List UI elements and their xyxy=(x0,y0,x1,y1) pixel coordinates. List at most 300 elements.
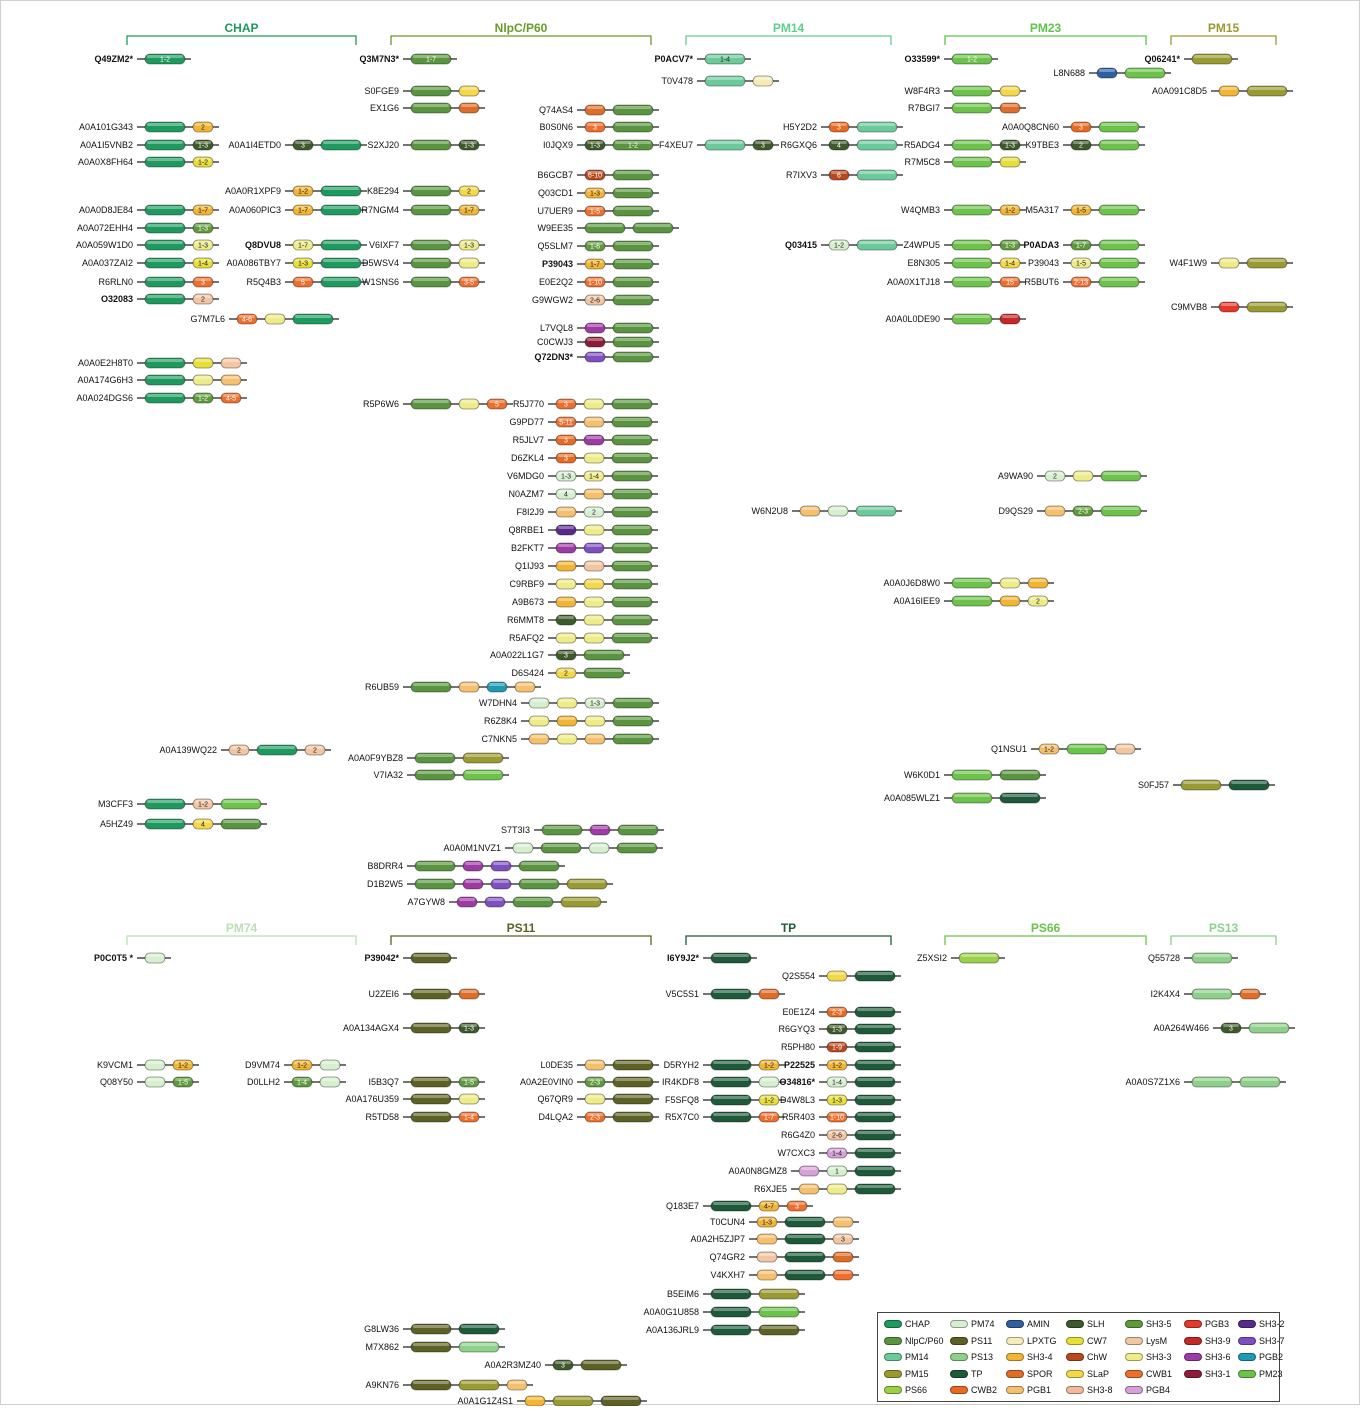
protein-architecture xyxy=(511,543,658,553)
domain-highlight xyxy=(1002,315,1018,318)
domain-highlight xyxy=(857,1131,893,1134)
protein-architecture xyxy=(78,358,247,368)
domain-highlight xyxy=(413,104,449,107)
protein-architecture xyxy=(343,1023,485,1033)
protein-accession: A0A060PIC3 xyxy=(228,205,281,215)
protein-accession: Q67QR9 xyxy=(537,1094,573,1104)
domain-repeat-count: 3 xyxy=(841,1236,845,1244)
protein-accession: W9EE35 xyxy=(537,223,573,233)
protein-accession: S0FJ57 xyxy=(1137,780,1169,790)
domain-highlight xyxy=(614,598,650,601)
protein-architecture xyxy=(665,1095,785,1105)
family-header xyxy=(127,921,356,945)
domain-highlight xyxy=(707,77,743,80)
domain-highlight xyxy=(954,104,990,107)
domain-highlight xyxy=(802,507,818,510)
domain-repeat-count: 5-11 xyxy=(559,419,573,427)
legend-swatch xyxy=(1006,1370,1024,1378)
legend-item xyxy=(1006,1352,1053,1362)
protein-accession: K9VCM1 xyxy=(96,1060,133,1070)
domain-highlight xyxy=(587,717,603,720)
legend-item xyxy=(1125,1336,1167,1346)
domain-repeat-count: 1-3 xyxy=(197,242,209,250)
protein-architecture xyxy=(780,140,903,150)
protein-architecture xyxy=(246,277,367,287)
protein-accession: P39043 xyxy=(1027,258,1059,268)
legend-item xyxy=(1066,1369,1109,1379)
protein-accession: A0A0M1NVZ1 xyxy=(443,843,501,853)
domain-highlight xyxy=(413,990,449,993)
protein-architecture xyxy=(515,561,658,571)
protein-architecture xyxy=(751,506,902,516)
protein-accession: O34816* xyxy=(779,1077,815,1087)
family-bracket xyxy=(391,936,651,945)
legend-label: SH3-7 xyxy=(1259,1335,1285,1346)
protein-architecture xyxy=(778,1024,901,1034)
family-title: TP xyxy=(780,921,797,935)
protein-architecture xyxy=(79,122,219,132)
domain-repeat-count: 6 xyxy=(837,172,841,180)
domain-highlight xyxy=(517,683,533,686)
legend-label: CHAP xyxy=(905,1319,931,1329)
protein-accession: R5TD58 xyxy=(365,1112,399,1122)
legend-swatch xyxy=(1006,1386,1024,1394)
domain-highlight xyxy=(413,1113,449,1116)
legend-label: SH3-9 xyxy=(1205,1335,1231,1346)
domain-highlight xyxy=(147,800,183,803)
protein-accession: R5JLV7 xyxy=(512,435,544,445)
protein-accession: D4W8L3 xyxy=(779,1095,815,1105)
protein-architecture xyxy=(365,682,541,692)
domain-repeat-count: 2-3 xyxy=(1077,508,1089,516)
legend-swatch xyxy=(1184,1320,1202,1328)
protein-architecture xyxy=(542,259,659,269)
domain-highlight xyxy=(413,1381,449,1384)
domain-highlight xyxy=(461,990,477,993)
protein-accession: R6RLN0 xyxy=(98,277,133,287)
domain-repeat-count: 4-6 xyxy=(241,316,253,324)
protein-accession: R7M5C8 xyxy=(904,157,940,167)
domain-highlight xyxy=(223,376,239,379)
protein-accession: Q8DVU8 xyxy=(244,240,281,250)
domain-repeat-count: 2 xyxy=(564,670,568,678)
legend-item xyxy=(1006,1385,1051,1395)
protein-accession: F4XEU7 xyxy=(658,140,693,150)
domain-highlight xyxy=(1002,597,1018,600)
domain-repeat-count: 4 xyxy=(564,491,568,499)
protein-accession: EX1G6 xyxy=(369,103,399,113)
protein-architecture xyxy=(367,140,485,150)
domain-highlight xyxy=(322,1078,338,1081)
protein-architecture xyxy=(667,953,757,963)
domain-highlight xyxy=(147,206,183,209)
protein-architecture xyxy=(348,753,509,763)
legend-swatch xyxy=(884,1320,902,1328)
domain-highlight xyxy=(1221,303,1237,306)
domain-repeat-count: 1-3 xyxy=(831,1097,843,1105)
protein-architecture xyxy=(509,633,658,643)
domain-highlight xyxy=(195,376,211,379)
protein-architecture xyxy=(443,843,663,853)
legend-swatch xyxy=(1125,1320,1143,1328)
protein-accession: A0A101G343 xyxy=(78,122,133,132)
domain-highlight xyxy=(713,1202,749,1205)
legend-label: SLH xyxy=(1087,1319,1105,1329)
domain-highlight xyxy=(615,735,651,738)
protein-accession: A9WA90 xyxy=(997,471,1033,481)
protein-accession: Q74AS4 xyxy=(538,105,573,115)
domain-repeat-count: 1-9 xyxy=(831,1044,843,1052)
legend-item xyxy=(1238,1336,1285,1346)
domain-highlight xyxy=(413,400,449,403)
domain-highlight xyxy=(587,338,603,341)
domain-repeat-count: 1-5 xyxy=(1075,260,1087,268)
protein-accession: I6Y9J2* xyxy=(666,953,699,963)
legend-item xyxy=(1066,1336,1107,1346)
domain-highlight xyxy=(586,454,602,457)
family-title: PS11 xyxy=(506,921,536,935)
domain-highlight xyxy=(857,1096,893,1099)
legend-swatch xyxy=(884,1353,902,1361)
domain-highlight xyxy=(586,418,602,421)
legend-label: SH3-8 xyxy=(1087,1385,1113,1395)
legend-label: NlpC/P60 xyxy=(905,1335,944,1346)
domain-highlight xyxy=(521,862,557,865)
protein-accession: A0A136JRL9 xyxy=(645,1325,699,1335)
domain-repeat-count: 1-2 xyxy=(297,188,309,196)
protein-architecture xyxy=(82,258,219,268)
domain-repeat-count: 2 xyxy=(1036,598,1040,606)
domain-highlight xyxy=(413,954,449,957)
domain-highlight xyxy=(858,507,894,510)
protein-accession: D9VM74 xyxy=(244,1060,280,1070)
domain-repeat-count: 4 xyxy=(837,142,841,150)
domain-repeat-count: 2-3 xyxy=(831,1009,843,1017)
legend-swatch xyxy=(884,1337,902,1345)
domain-highlight xyxy=(603,1397,639,1400)
protein-architecture xyxy=(709,1252,859,1262)
protein-architecture xyxy=(1144,54,1238,64)
domain-repeat-count: 1-3 xyxy=(197,142,209,150)
domain-highlight xyxy=(1194,954,1230,957)
domain-architecture-diagram xyxy=(1,1,1360,1406)
protein-accession: Q08Y50 xyxy=(99,1077,133,1087)
domain-repeat-count: 1-7 xyxy=(589,261,601,269)
domain-highlight xyxy=(1221,87,1237,90)
domain-highlight xyxy=(147,1078,163,1081)
protein-accession: F5SFQ8 xyxy=(664,1095,699,1105)
protein-architecture xyxy=(537,223,679,233)
domain-highlight xyxy=(857,1043,893,1046)
protein-accession: M3CFF3 xyxy=(97,799,133,809)
domain-repeat-count: 3 xyxy=(593,124,597,132)
legend-label: PM74 xyxy=(971,1319,995,1329)
protein-architecture xyxy=(887,277,1026,287)
domain-highlight xyxy=(147,259,183,262)
legend-item xyxy=(884,1336,944,1346)
domain-highlight xyxy=(615,260,651,263)
domain-highlight xyxy=(223,359,239,362)
legend-item xyxy=(950,1336,992,1346)
domain-highlight xyxy=(413,87,449,90)
domain-highlight xyxy=(1047,507,1063,510)
protein-accession: V6IXF7 xyxy=(368,240,399,250)
protein-accession: Z5XSI2 xyxy=(916,953,947,963)
domain-highlight xyxy=(558,598,574,601)
protein-architecture xyxy=(998,471,1147,481)
protein-accession: C7NKN5 xyxy=(481,734,517,744)
domain-highlight xyxy=(493,880,509,883)
domain-highlight xyxy=(295,315,331,318)
legend-label: SH3-2 xyxy=(1259,1319,1285,1329)
protein-accession: A0A174G6H3 xyxy=(77,375,133,385)
domain-repeat-count: 5 xyxy=(301,279,305,287)
domain-highlight xyxy=(461,400,477,403)
family-header xyxy=(391,921,651,945)
protein-accession: G8LW36 xyxy=(364,1324,399,1334)
domain-highlight xyxy=(961,954,997,957)
protein-accession: D9QS29 xyxy=(998,506,1033,516)
domain-repeat-count: 1-5 xyxy=(1075,207,1087,215)
protein-accession: I5B3Q7 xyxy=(368,1077,399,1087)
protein-accession: Q49ZM2* xyxy=(94,54,133,64)
domain-highlight xyxy=(417,771,453,774)
protein-accession: B6GCB7 xyxy=(537,170,573,180)
protein-accession: R6G4Z0 xyxy=(780,1130,815,1140)
legend-swatch xyxy=(950,1386,968,1394)
protein-accession: Q1NSU1 xyxy=(990,744,1027,754)
protein-architecture xyxy=(229,205,367,215)
domain-repeat-count: 2 xyxy=(313,747,317,755)
protein-architecture xyxy=(367,861,565,871)
protein-architecture xyxy=(710,1217,859,1227)
legend-label: SH3-1 xyxy=(1205,1368,1231,1379)
domain-highlight xyxy=(558,508,574,511)
protein-architecture xyxy=(94,54,191,64)
domain-repeat-count: 2 xyxy=(1053,473,1057,481)
domain-highlight xyxy=(615,1061,651,1064)
domain-highlight xyxy=(587,1095,603,1098)
domain-highlight xyxy=(859,141,895,144)
protein-accession: P22525 xyxy=(783,1060,815,1070)
domain-repeat-count: 1-4 xyxy=(588,473,600,481)
legend-swatch xyxy=(1066,1370,1084,1378)
domain-highlight xyxy=(1101,141,1137,144)
domain-highlight xyxy=(1069,745,1105,748)
domain-repeat-count: 3 xyxy=(564,437,568,445)
protein-architecture xyxy=(728,1166,901,1176)
domain-highlight xyxy=(1242,990,1258,993)
family-title: NlpC/P60 xyxy=(494,21,548,35)
protein-architecture xyxy=(1125,1077,1286,1087)
protein-architecture xyxy=(507,471,658,481)
domain-highlight xyxy=(586,436,602,439)
protein-accession: M7X862 xyxy=(365,1342,399,1352)
legend-item xyxy=(884,1319,930,1329)
protein-architecture xyxy=(98,799,267,809)
protein-accession: U7UER9 xyxy=(537,206,573,216)
domain-highlight xyxy=(1099,69,1115,72)
protein-architecture xyxy=(362,258,485,268)
protein-architecture xyxy=(666,1201,813,1211)
domain-highlight xyxy=(493,862,509,865)
protein-architecture xyxy=(690,1234,859,1244)
domain-repeat-count: 1-2 xyxy=(1043,746,1055,754)
domain-repeat-count: 1-4 xyxy=(463,1114,475,1122)
protein-accession: W7CXC3 xyxy=(777,1148,815,1158)
protein-architecture xyxy=(537,206,659,216)
domain-highlight xyxy=(713,990,749,993)
protein-architecture xyxy=(779,1077,901,1087)
protein-architecture xyxy=(367,186,485,196)
protein-architecture xyxy=(532,295,659,305)
protein-accession: L8N688 xyxy=(1053,68,1085,78)
domain-repeat-count: 1-10 xyxy=(829,1114,845,1122)
domain-highlight xyxy=(147,278,183,281)
legend-swatch xyxy=(1184,1370,1202,1378)
domain-highlight xyxy=(614,418,650,421)
protein-architecture xyxy=(782,1007,901,1017)
domain-highlight xyxy=(465,880,481,883)
protein-architecture xyxy=(1153,1023,1295,1033)
domain-highlight xyxy=(1002,158,1018,161)
domain-highlight xyxy=(413,278,449,281)
legend-label: TP xyxy=(971,1368,983,1379)
protein-architecture xyxy=(364,86,485,96)
protein-architecture xyxy=(710,1270,859,1280)
domain-highlight xyxy=(587,1061,603,1064)
domain-repeat-count: 1-3 xyxy=(463,142,475,150)
domain-highlight xyxy=(614,490,650,493)
domain-repeat-count: 1-4 xyxy=(197,260,209,268)
legend-label: PS11 xyxy=(971,1335,993,1346)
protein-architecture xyxy=(664,1060,785,1070)
protein-accession: A0A1I4ETD0 xyxy=(228,140,281,150)
domain-repeat-count: 3 xyxy=(564,455,568,463)
domain-highlight xyxy=(614,454,650,457)
protein-architecture xyxy=(1171,302,1293,312)
legend-swatch xyxy=(1238,1370,1256,1378)
domain-highlight xyxy=(461,1343,497,1346)
protein-accession: R7NGM4 xyxy=(361,205,399,215)
protein-accession: W7DHN4 xyxy=(478,698,517,708)
protein-accession: A0A085WLZ1 xyxy=(883,793,940,803)
domain-highlight xyxy=(465,771,501,774)
protein-accession: S2XJ20 xyxy=(367,140,399,150)
domain-highlight xyxy=(587,735,603,738)
family-title: CHAP xyxy=(224,21,259,35)
domain-highlight xyxy=(413,141,449,144)
legend-swatch xyxy=(1125,1337,1143,1345)
protein-accession: A0A0L0DE90 xyxy=(885,314,940,324)
domain-highlight xyxy=(413,259,449,262)
protein-accession: V5C5S1 xyxy=(665,989,699,999)
domain-highlight xyxy=(147,359,183,362)
protein-accession: Q5SLM7 xyxy=(537,241,573,251)
family-title: PS66 xyxy=(1030,921,1061,935)
protein-accession: A0A0S7Z1X6 xyxy=(1125,1077,1180,1087)
legend-swatch xyxy=(1066,1386,1084,1394)
domain-highlight xyxy=(1030,579,1046,582)
domain-highlight xyxy=(147,1061,163,1064)
protein-architecture xyxy=(782,1112,901,1122)
family-header xyxy=(1171,921,1276,945)
legend-label: ChW xyxy=(1087,1352,1107,1362)
legend-label: LPXTG xyxy=(1027,1335,1057,1346)
protein-architecture xyxy=(77,375,247,385)
protein-architecture xyxy=(901,205,1026,215)
protein-accession: W4F1W9 xyxy=(1169,258,1207,268)
legend-swatch xyxy=(950,1337,968,1345)
domain-repeat-count: 2 xyxy=(592,509,596,517)
domain-highlight xyxy=(413,206,449,209)
legend-label: PGB3 xyxy=(1205,1319,1230,1329)
protein-accession: A0A059W1D0 xyxy=(75,240,133,250)
domain-highlight xyxy=(147,224,183,227)
domain-highlight xyxy=(1002,794,1038,797)
legend-swatch xyxy=(950,1320,968,1328)
domain-highlight xyxy=(857,1185,893,1188)
protein-architecture xyxy=(225,186,367,196)
domain-highlight xyxy=(558,634,574,637)
domain-highlight xyxy=(587,324,603,327)
protein-architecture xyxy=(78,157,219,167)
protein-architecture xyxy=(537,241,659,251)
protein-accession: IR4KDF8 xyxy=(661,1077,699,1087)
protein-accession: P0ACV7* xyxy=(654,54,693,64)
domain-highlight xyxy=(859,123,895,126)
family-header xyxy=(391,21,651,45)
domain-repeat-count: 1-7 xyxy=(297,242,309,250)
legend-label: PM23 xyxy=(1259,1368,1283,1379)
domain-repeat-count: 1-2 xyxy=(627,142,639,150)
domain-repeat-count: 1-2 xyxy=(763,1062,775,1070)
domain-repeat-count: 1-3 xyxy=(297,260,309,268)
protein-architecture xyxy=(508,525,658,535)
protein-accession: A0A2E0VIN0 xyxy=(519,1077,573,1087)
protein-architecture xyxy=(80,140,219,150)
legend-item xyxy=(950,1319,995,1329)
protein-architecture xyxy=(780,1095,901,1105)
protein-architecture xyxy=(369,240,485,250)
domain-repeat-count: 1-3 xyxy=(589,142,601,150)
domain-highlight xyxy=(954,241,990,244)
protein-accession: C9MVB8 xyxy=(1170,302,1207,312)
protein-accession: I0JQX9 xyxy=(542,140,573,150)
protein-architecture xyxy=(1028,258,1145,268)
protein-accession: R6GXQ6 xyxy=(780,140,817,150)
domain-highlight xyxy=(563,898,599,901)
domain-highlight xyxy=(954,158,990,161)
domain-highlight xyxy=(544,826,580,829)
legend-swatch xyxy=(1125,1353,1143,1361)
domain-highlight xyxy=(323,141,359,144)
domain-highlight xyxy=(569,880,605,883)
domain-highlight xyxy=(413,1078,449,1081)
protein-architecture xyxy=(907,258,1026,268)
domain-highlight xyxy=(713,1290,749,1293)
protein-accession: A0A024DGS6 xyxy=(76,393,133,403)
domain-repeat-count: 1-4 xyxy=(1004,260,1016,268)
protein-architecture xyxy=(1002,122,1145,132)
domain-highlight xyxy=(1194,990,1230,993)
protein-accession: A0A072EHH4 xyxy=(76,223,133,233)
domain-repeat-count: 1-7 xyxy=(763,1114,775,1122)
protein-accession: G9PD77 xyxy=(509,417,544,427)
protein-architecture xyxy=(79,205,219,215)
legend-item xyxy=(1125,1352,1172,1362)
domain-highlight xyxy=(558,562,574,565)
